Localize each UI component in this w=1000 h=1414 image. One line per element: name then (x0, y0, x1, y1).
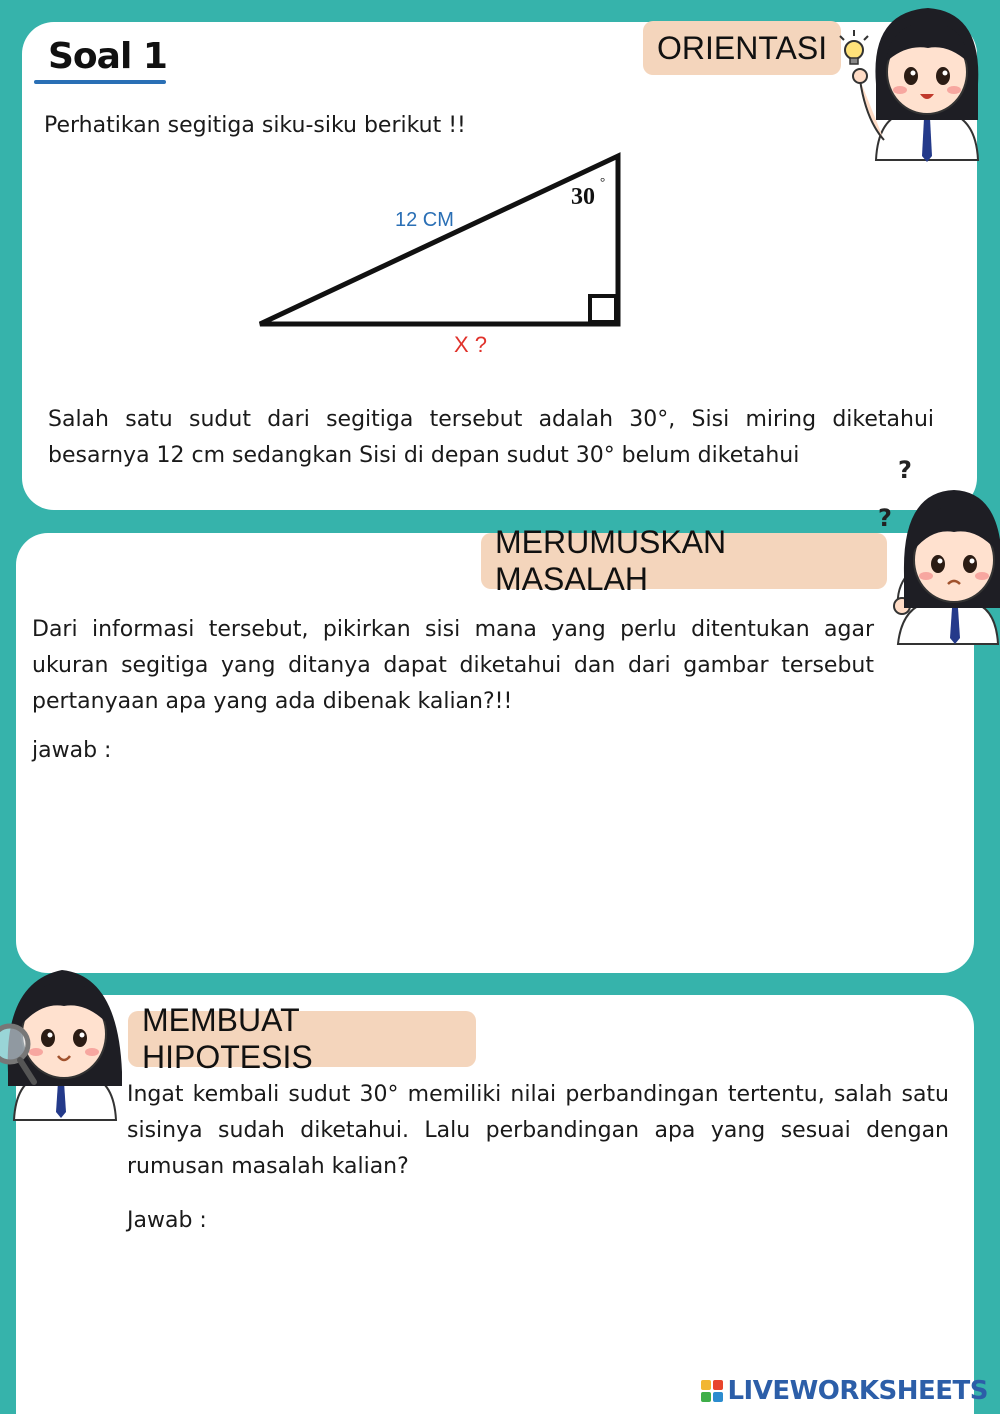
student-confused-illustration (892, 478, 1000, 648)
question-mark-icon: ? (898, 456, 912, 484)
title-underline (34, 80, 166, 84)
hypotenuse-label: 12 CM (395, 209, 454, 231)
label-orientasi: ORIENTASI (643, 21, 841, 75)
liveworksheets-logo-icon (701, 1380, 723, 1402)
liveworksheets-brand (701, 1376, 988, 1406)
unknown-side-label: X ? (454, 332, 488, 357)
lightbulb-icon (840, 30, 868, 64)
angle-unit: ° (600, 174, 606, 189)
label-merumuskan-masalah: MERUMUSKAN MASALAH (481, 533, 887, 589)
description-text: Salah satu sudut dari segitiga tersebut adalah 30°, Sisi miring diketahui besarnya 12 cm sedangkan Sisi di depan sudut 30° belum diketahui (48, 407, 934, 468)
answer-label: jawab : (32, 738, 112, 763)
student-magnifier-illustration (0, 952, 130, 1122)
answer-label: Jawab : (127, 1208, 207, 1233)
label-membuat-hipotesis: MEMBUAT HIPOTESIS (128, 1011, 476, 1067)
right-triangle-figure (240, 140, 660, 370)
brand-name: LIVEWORKSHEETS (727, 1376, 988, 1406)
card-merumuskan-masalah (16, 533, 974, 973)
right-angle-marker (590, 296, 616, 322)
question-text: Ingat kembali sudut 30° memiliki nilai perbandingan tertentu, salah satu sisinya sudah diketahui. Lalu perbandingan apa yang sesuai dengan rumusan masalah kalian? (127, 1082, 949, 1179)
triangle-shape (260, 156, 618, 324)
angle-label: 30 (571, 184, 595, 210)
intro-text: Perhatikan segitiga siku-siku berikut !! (44, 113, 466, 138)
question-mark-icon: ? (878, 504, 892, 532)
soal-title: Soal 1 (48, 36, 167, 77)
student-lightbulb-illustration (836, 0, 986, 170)
question-text: Dari informasi tersebut, pikirkan sisi mana yang perlu ditentukan agar ukuran segitiga yang ditanya dapat diketahui dan dari gambar tersebut pertanyaan apa yang ada dibenak kalian?!! (32, 617, 874, 714)
